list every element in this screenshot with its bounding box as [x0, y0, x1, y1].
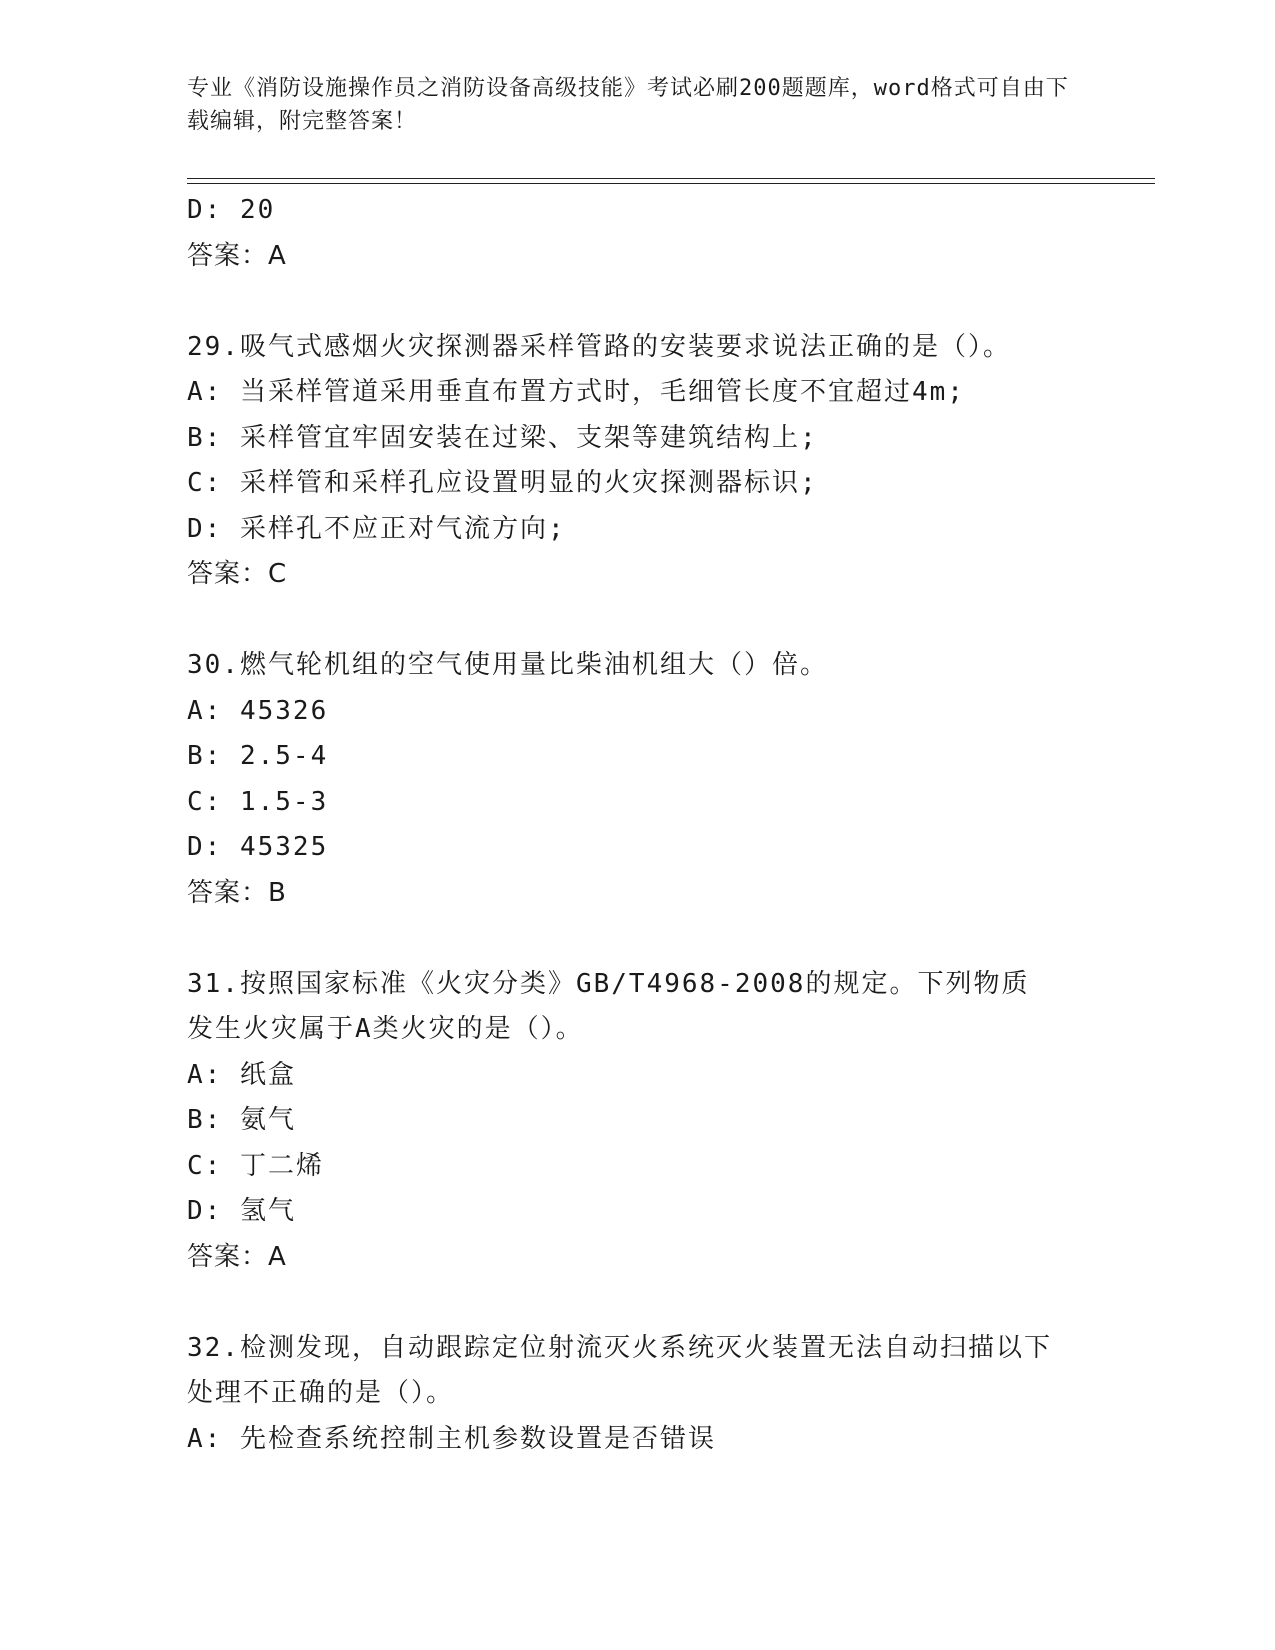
question-block-32 [187, 1326, 1087, 1463]
answer-label: 答案：A [187, 240, 287, 271]
header-rule-top [187, 178, 1155, 179]
spacer [187, 1280, 1087, 1326]
option-b: B: 2.5-4 [187, 741, 329, 771]
question-block-31 [187, 962, 1087, 1281]
question-stem: 29.吸气式感烟火灾探测器采样管路的安装要求说法正确的是（）。 [187, 331, 1011, 362]
option-c: C: 丁二烯 [187, 1150, 324, 1181]
answer-label: 答案：C [187, 559, 288, 589]
option-a: A: 先检查系统控制主机参数设置是否错误 [187, 1423, 716, 1454]
option-d: D: 采样孔不应正对气流方向; [187, 513, 566, 544]
question-stem: 31.按照国家标准《火灾分类》GB/T4968-2008的规定。下列物质发生火灾属于A类火灾的是（）。 [187, 968, 1030, 1044]
question-list [187, 188, 1087, 1462]
option-d: D: 20 [187, 195, 276, 225]
option-a: A: 当采样管道采用垂直布置方式时，毛细管长度不宜超过4m; [187, 377, 965, 407]
spacer [187, 598, 1087, 644]
option-c: C: 采样管和采样孔应设置明显的火灾探测器标识; [187, 468, 818, 498]
question-stem: 32.检测发现，自动跟踪定位射流灭火系统灭火装置无法自动扫描以下处理不正确的是（）。 [187, 1332, 1052, 1408]
spacer [187, 916, 1087, 962]
option-a: A: 纸盒 [187, 1059, 296, 1090]
question-stem: 30.燃气轮机组的空气使用量比柴油机组大（）倍。 [187, 650, 828, 680]
option-d: D: 45325 [187, 832, 329, 862]
spacer [187, 279, 1087, 325]
answer-label: 答案：B [187, 877, 287, 908]
header-rule-bottom [187, 183, 1155, 184]
option-b: B: 采样管宜牢固安装在过梁、支架等建筑结构上; [187, 422, 818, 453]
question-block-30 [187, 643, 1087, 916]
option-c: C: 1.5-3 [187, 786, 329, 817]
document-header: 专业《消防设施操作员之消防设备高级技能》考试必刷200题题库，word格式可自由下载编辑，附完整答案！ [187, 76, 1069, 134]
answer-label: 答案：A [187, 1241, 287, 1272]
option-d: D: 氢气 [187, 1196, 296, 1226]
option-b: B: 氨气 [187, 1105, 296, 1135]
question-block-28-tail [187, 188, 1087, 279]
question-block-29 [187, 325, 1087, 598]
option-a: A: 45326 [187, 695, 329, 726]
